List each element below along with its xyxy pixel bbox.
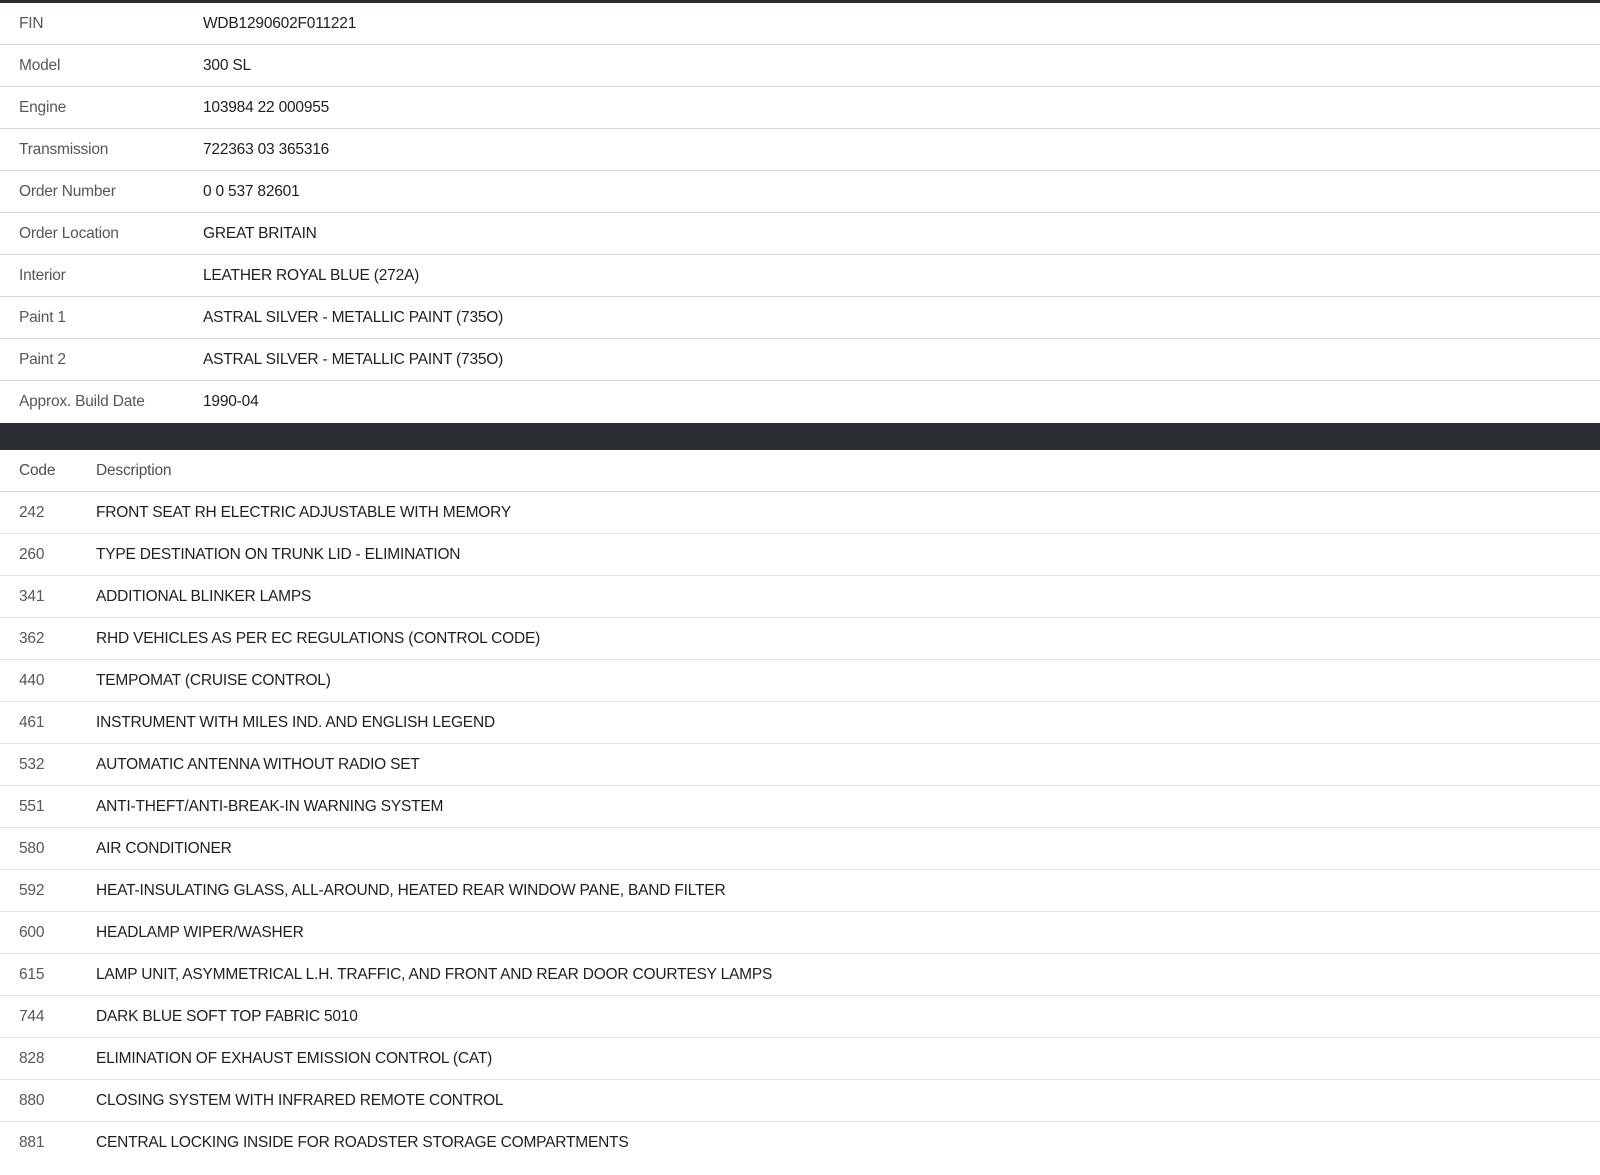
vehicle-info-row <box>0 45 1600 87</box>
option-code: 580 <box>19 839 45 857</box>
code-row <box>0 1038 1600 1080</box>
field-value-order-number: 0 0 537 82601 <box>203 182 300 200</box>
code-row <box>0 954 1600 996</box>
description-column-header: Description <box>96 461 172 479</box>
equipment-codes-table <box>0 450 1600 1164</box>
option-code: 440 <box>19 671 45 689</box>
codes-header-row <box>0 450 1600 492</box>
option-description: RHD VEHICLES AS PER EC REGULATIONS (CONTROL CODE) <box>96 629 541 647</box>
field-value-build-date: 1990-04 <box>203 393 259 410</box>
field-value-model: 300 SL <box>203 56 251 74</box>
field-label-engine: Engine <box>19 98 67 116</box>
option-code: 881 <box>19 1134 45 1151</box>
option-code: 828 <box>19 1049 45 1067</box>
vehicle-info-table <box>0 0 1600 423</box>
option-code: 362 <box>19 629 45 647</box>
vehicle-info-row <box>0 171 1600 213</box>
vehicle-info-row <box>0 255 1600 297</box>
code-row <box>0 534 1600 576</box>
field-label-order-number: Order Number <box>19 182 116 200</box>
vehicle-info-row <box>0 213 1600 255</box>
field-value-paint-1: ASTRAL SILVER - METALLIC PAINT (735O) <box>203 308 504 326</box>
code-row <box>0 912 1600 954</box>
option-description: ANTI-THEFT/ANTI-BREAK-IN WARNING SYSTEM <box>96 797 444 815</box>
option-description: FRONT SEAT RH ELECTRIC ADJUSTABLE WITH MEMORY <box>96 503 512 521</box>
code-row <box>0 618 1600 660</box>
field-value-fin: WDB1290602F011221 <box>203 14 357 32</box>
vehicle-info-row <box>0 87 1600 129</box>
field-value-interior: LEATHER ROYAL BLUE (272A) <box>203 266 420 284</box>
option-description: TEMPOMAT (CRUISE CONTROL) <box>96 671 331 689</box>
option-code: 744 <box>19 1007 45 1025</box>
option-description: CLOSING SYSTEM WITH INFRARED REMOTE CONTROL <box>96 1091 504 1109</box>
field-label-paint-1: Paint 1 <box>19 308 66 326</box>
option-code: 880 <box>19 1091 45 1109</box>
option-code: 551 <box>19 797 45 815</box>
option-description: CENTRAL LOCKING INSIDE FOR ROADSTER STORAGE COMPARTMENTS <box>96 1134 629 1151</box>
field-value-engine: 103984 22 000955 <box>203 98 330 116</box>
code-row <box>0 1122 1600 1164</box>
field-label-model: Model <box>19 56 61 74</box>
field-value-paint-2: ASTRAL SILVER - METALLIC PAINT (735O) <box>203 350 504 368</box>
option-description: ADDITIONAL BLINKER LAMPS <box>96 587 312 605</box>
vehicle-info-row <box>0 339 1600 381</box>
option-description: HEADLAMP WIPER/WASHER <box>96 923 304 941</box>
section-divider-bar <box>0 423 1600 450</box>
code-row <box>0 576 1600 618</box>
option-description: AIR CONDITIONER <box>96 839 232 857</box>
code-row <box>0 702 1600 744</box>
code-row <box>0 660 1600 702</box>
option-code: 532 <box>19 755 45 773</box>
code-row <box>0 828 1600 870</box>
field-label-transmission: Transmission <box>19 140 109 158</box>
option-description: ELIMINATION OF EXHAUST EMISSION CONTROL (CAT) <box>96 1049 493 1067</box>
code-row <box>0 1080 1600 1122</box>
field-label-fin: FIN <box>19 14 44 32</box>
vehicle-info-row <box>0 297 1600 339</box>
option-description: LAMP UNIT, ASYMMETRICAL L.H. TRAFFIC, AND FRONT AND REAR DOOR COURTESY LAMPS <box>96 965 773 983</box>
field-value-order-location: GREAT BRITAIN <box>203 224 317 242</box>
code-row <box>0 870 1600 912</box>
option-code: 341 <box>19 587 45 605</box>
option-description: DARK BLUE SOFT TOP FABRIC 5010 <box>96 1007 358 1025</box>
option-code: 615 <box>19 965 45 983</box>
vehicle-info-row <box>0 3 1600 45</box>
option-code: 260 <box>19 545 45 563</box>
field-label-interior: Interior <box>19 266 66 284</box>
option-code: 600 <box>19 923 45 941</box>
vehicle-info-row <box>0 381 1600 423</box>
option-code: 592 <box>19 881 45 899</box>
option-description: INSTRUMENT WITH MILES IND. AND ENGLISH LEGEND <box>96 713 495 731</box>
option-description: HEAT-INSULATING GLASS, ALL-AROUND, HEATED REAR WINDOW PANE, BAND FILTER <box>96 881 726 899</box>
option-description: TYPE DESTINATION ON TRUNK LID - ELIMINATION <box>96 545 461 563</box>
field-label-order-location: Order Location <box>19 224 119 242</box>
vehicle-info-row <box>0 129 1600 171</box>
option-code: 461 <box>19 713 45 731</box>
code-row <box>0 996 1600 1038</box>
option-description: AUTOMATIC ANTENNA WITHOUT RADIO SET <box>96 755 420 773</box>
code-row <box>0 744 1600 786</box>
code-row <box>0 786 1600 828</box>
field-label-paint-2: Paint 2 <box>19 350 66 368</box>
option-code: 242 <box>19 503 45 521</box>
code-column-header: Code <box>19 461 56 479</box>
field-value-transmission: 722363 03 365316 <box>203 140 330 158</box>
code-row <box>0 492 1600 534</box>
field-label-build-date: Approx. Build Date <box>19 393 145 410</box>
